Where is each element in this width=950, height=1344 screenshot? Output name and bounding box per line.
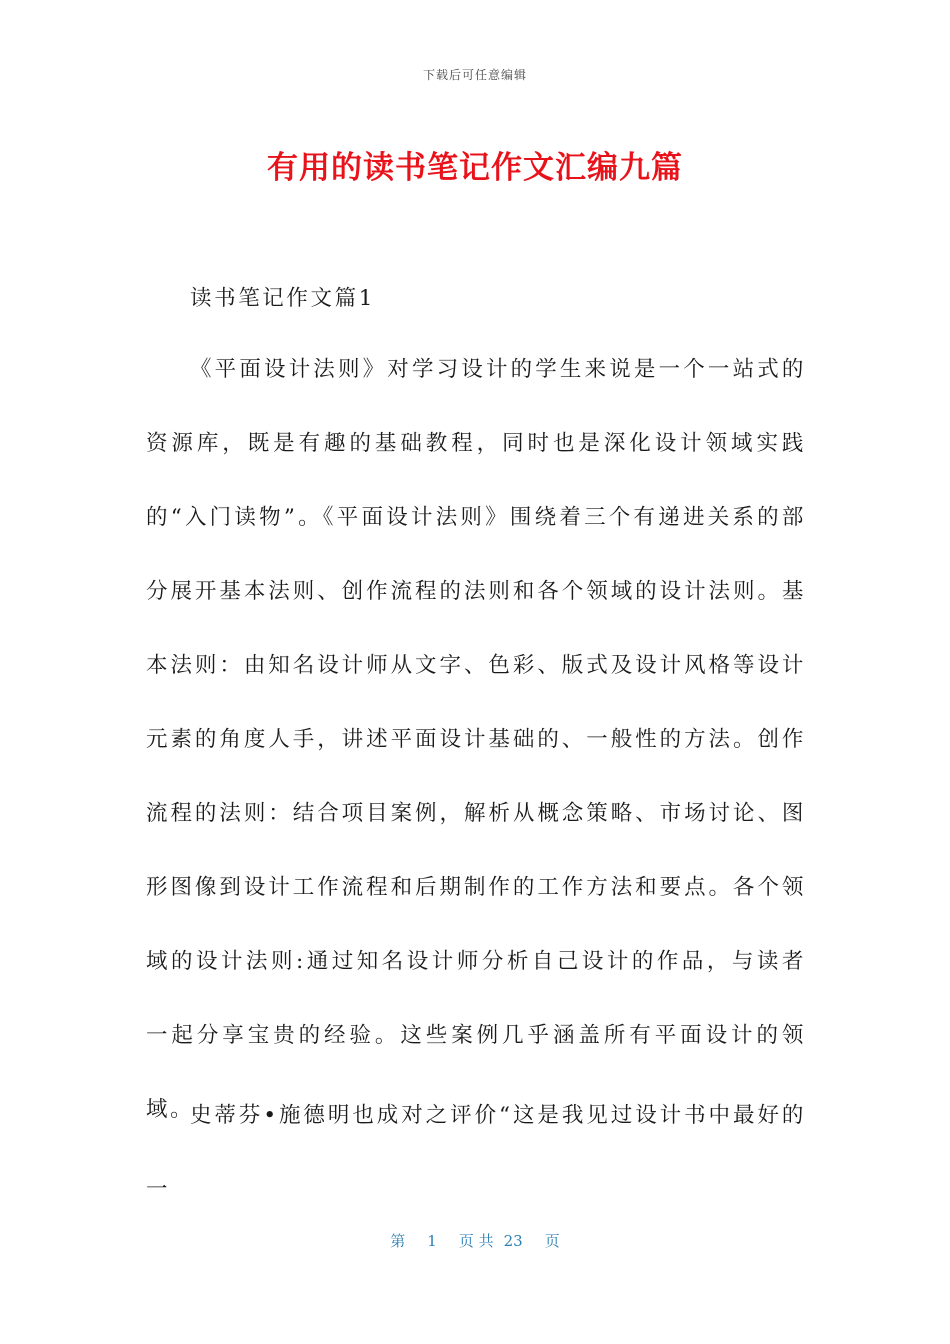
footer-total-pages: 23 — [503, 1232, 523, 1250]
page-footer — [0, 1230, 950, 1251]
section-heading: 读书笔记作文篇1 — [190, 286, 375, 311]
body-paragraph: 史蒂芬•施德明也成对之评价“这是我见过设计书中最好的一 — [146, 1103, 806, 1202]
body-paragraph: 《平面设计法则》对学习设计的学生来说是一个一站式的资源库，既是有趣的基础教程，同时也是深化设计领域实践的“入门读物”。《平面设计法则》围绕着三个有递进关系的部分展开基本法则、创作流程的法则和各个领域的设计法则。基本法则：由知名设计师从文字、色彩、版式及设计风格等设计元素的角度人手，讲述平面设计基础的、一般性的方法。创作流程的法则：结合项目案例，解析从概念策略、市场讨论、图形图像到设计工作流程和后期制作的工作方法和要点。各个领域的设计法则:通过知名设计师分析自己设计的作品，与读者一起分享宝贵的经验。这些案例几乎涵盖所有平面设计的领域。 — [146, 357, 806, 1122]
footer-page-number: 1 — [427, 1232, 437, 1250]
footer-middle: 页 共 — [458, 1232, 494, 1250]
footer-suffix: 页 — [544, 1232, 560, 1250]
header-note: 下载后可任意编辑 — [422, 68, 527, 82]
document-title: 有用的读书笔记作文汇编九篇 — [267, 150, 683, 186]
footer-prefix: 第 — [390, 1232, 406, 1250]
